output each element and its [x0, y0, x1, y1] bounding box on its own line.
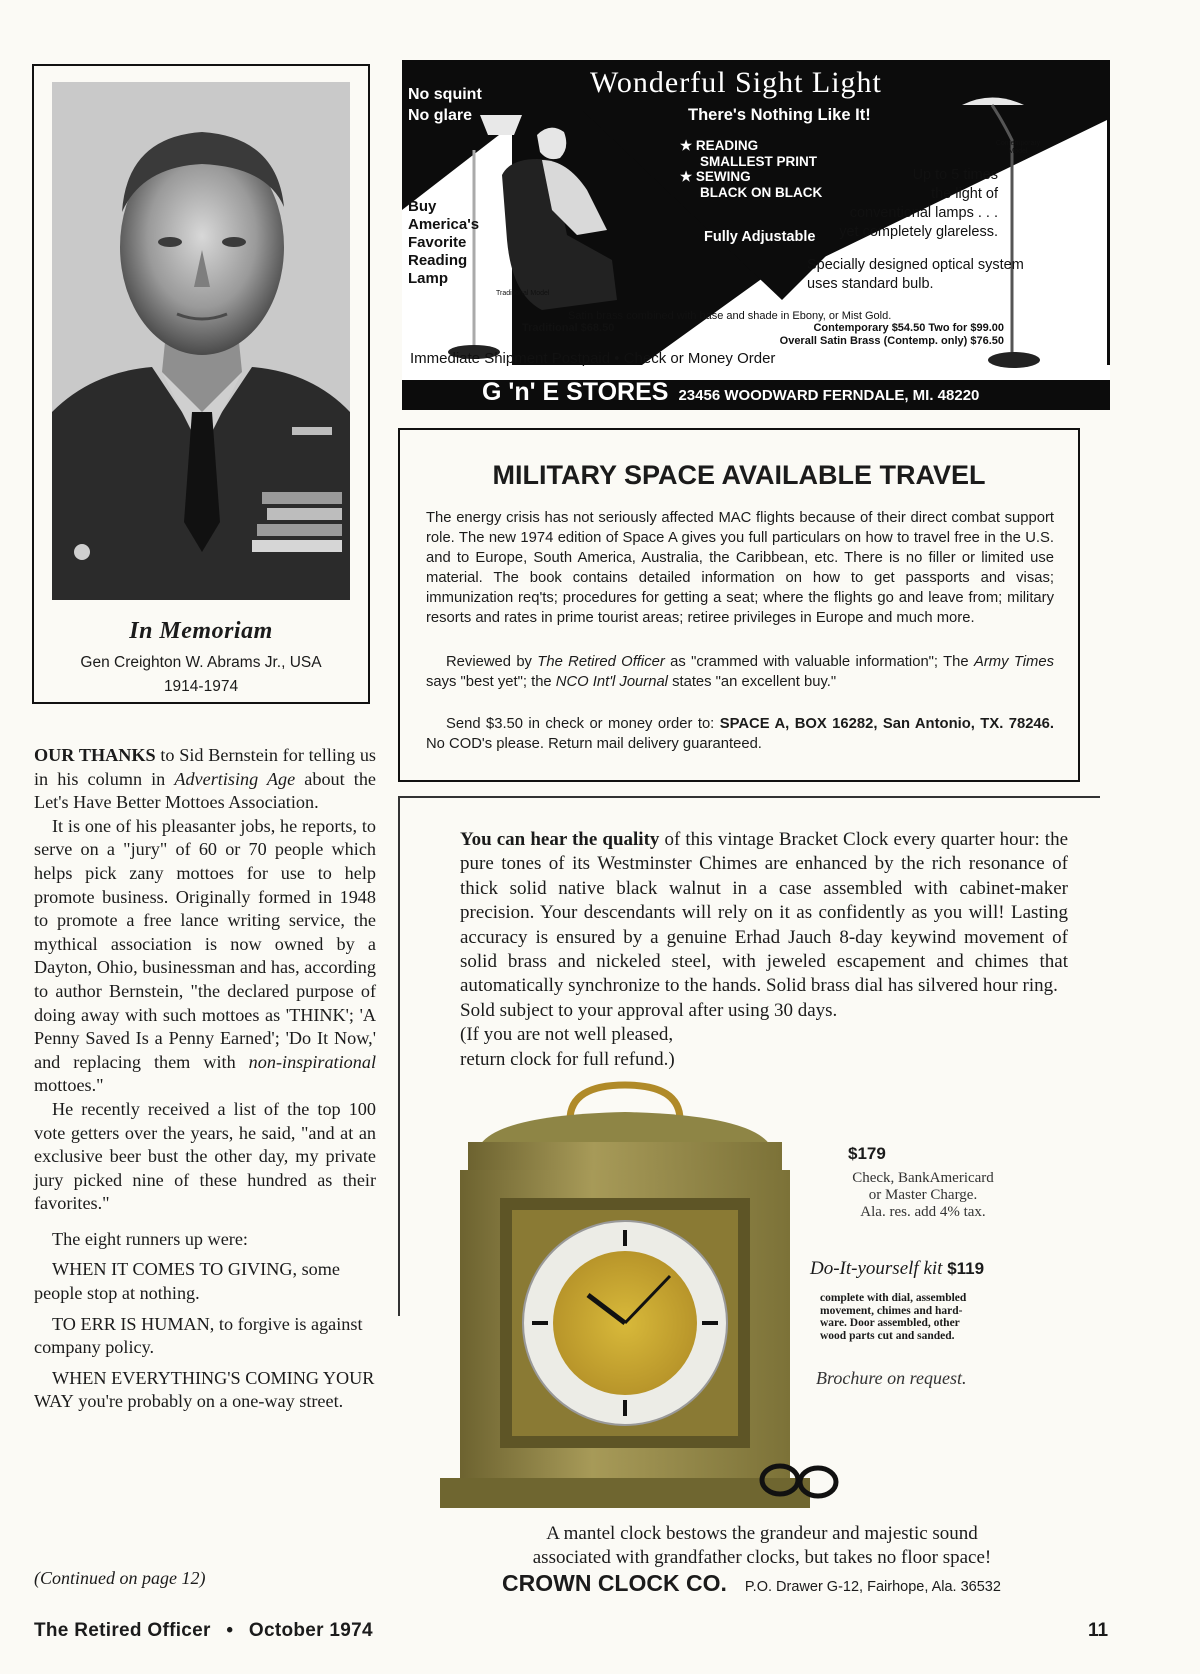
contemporary-model-label: Contemporary Model — [995, 140, 1041, 155]
ad-text: says "best yet"; the — [426, 674, 556, 690]
optical-line: uses standard bulb. — [807, 276, 934, 292]
clock-payment — [800, 1170, 1046, 1221]
ad-text: as "crammed with valuable information"; The — [664, 654, 974, 670]
lamp-bullets — [680, 138, 822, 200]
motto-caps: WHEN IT COMES TO GIVING, — [52, 1259, 298, 1280]
bracket-clock-illustration — [440, 1080, 840, 1520]
up-line: Up to 5 times — [912, 167, 998, 183]
traditional-model-label: Traditional Model — [496, 290, 550, 297]
motto-text: you're probably on a one-way street. — [73, 1391, 344, 1412]
clock-approval: Sold subject to your approval after using 30 days. — [460, 999, 838, 1021]
star-icon: ★ — [680, 138, 696, 153]
military-ad-title: MILITARY SPACE AVAILABLE TRAVEL — [492, 460, 986, 490]
lamp-ad — [402, 60, 1110, 410]
motto-text: to forgive is against company policy. — [34, 1313, 363, 1358]
portrait-photo — [52, 82, 350, 600]
memorial-title: In Memoriam — [129, 618, 273, 644]
contemporary-price: Contemporary $54.50 Two for $99.00 — [813, 322, 1004, 334]
company-address: P.O. Drawer G-12, Fairhope, Ala. 36532 — [744, 1579, 1001, 1595]
ad-text: Reviewed by — [446, 654, 538, 670]
clock-ad-rule-left — [398, 796, 400, 1316]
ad-italic: NCO Int'l Journal — [555, 674, 668, 690]
page-number: 11 — [1088, 1620, 1109, 1641]
payment-line: Ala. res. add 4% tax. — [860, 1204, 986, 1220]
footer-bullet: • — [226, 1620, 234, 1641]
bullet-text: READING — [695, 138, 759, 153]
portrait-illustration — [52, 82, 350, 600]
lamp-tag-no-squint: No squint — [408, 86, 482, 103]
bullet-text: SEWING — [695, 169, 751, 184]
optical-line: Specially designed optical system — [807, 257, 1024, 273]
ad-text: states "an excellent buy." — [667, 674, 837, 690]
memorial-name: Gen Creighton W. Abrams Jr., USA — [80, 654, 322, 671]
lamp-up-to-text — [818, 166, 998, 242]
star-icon: ★ — [680, 169, 696, 184]
bullet-text: BLACK ON BLACK — [700, 184, 823, 200]
kit-label: Do-It-yourself kit — [810, 1258, 943, 1279]
article-text: to Sid Bernstein for telling us in his column in — [34, 745, 376, 789]
motto-text: some people stop at nothing. — [34, 1259, 340, 1304]
store-line — [482, 378, 979, 407]
up-line: yet completely glareless. — [839, 224, 998, 240]
memorial-years: 1914-1974 — [163, 678, 239, 695]
company-name: CROWN CLOCK CO. — [502, 1570, 727, 1596]
article-column — [34, 744, 376, 1414]
lamp-ad-title: Wonderful Sight Light — [590, 66, 882, 99]
kit-detail-line: complete with dial, assembled — [820, 1292, 967, 1304]
clock-refund-1: (If you are not well pleased, — [460, 1024, 674, 1046]
article-italic: Advertising Age — [174, 768, 296, 789]
article-text: mottoes." — [34, 1075, 104, 1096]
clock-refund-2: return clock for full refund.) — [460, 1048, 675, 1070]
motto-1 — [34, 1258, 376, 1305]
payment-line: Check, BankAmericard — [852, 1170, 994, 1186]
kit-detail-line: wood parts cut and sanded. — [820, 1329, 955, 1342]
memorial-box — [32, 64, 370, 704]
buy-line: Reading — [408, 252, 468, 269]
article-paragraph-4: The eight runners up were: — [52, 1228, 248, 1249]
clock-tagline — [456, 1522, 1068, 1570]
traditional-price: Traditional $68.50 — [522, 322, 615, 334]
lamp-buy-text — [408, 198, 479, 288]
continued-note: (Continued on page 12) — [34, 1568, 206, 1588]
up-line: the light of — [931, 186, 998, 202]
kit-detail-line: movement, chimes and hard- — [820, 1304, 963, 1317]
kit-details — [820, 1292, 966, 1342]
publication-name: The Retired Officer — [34, 1620, 211, 1641]
tagline-line: associated with grandfather clocks, but takes no floor space! — [532, 1547, 992, 1568]
motto-3 — [34, 1367, 376, 1414]
motto-2 — [34, 1313, 376, 1360]
clock-ad-lead: You can hear the quality — [460, 829, 660, 850]
military-ad-paragraph-1: The energy crisis has not seriously affected MAC flights because of their direct combat support role. The new 1974 edition of Space A gives you full particulars on how to travel free in the U.S. and to Europe, South America, Australia, the Caribbean, etc. There is no filler or limited use material. The book contains detailed information on how to get passports and visas; immunization req'ts; procedures for getting a seat; where the flights go and leave from; military resorts and rates in prime tourist areas; retiree privileges in Europe and much more. — [426, 510, 1054, 626]
article-lead: OUR THANKS — [34, 745, 156, 765]
ad-text: No COD's please. Return mail delivery guaranteed. — [426, 736, 762, 752]
article-text: It is one of his pleasanter jobs, he reports, to serve on a "jury" of 60 or 70 people which helps pick zany mottoes for use to help promote business. Originally formed in 1948 to promote a free lance writing service, the mythical association is now owned by a Dayton, Ohio, businessman and has, according to author Bernstein, "the declared purpose of doing away with such mottoes as 'THINK'; 'A Penny Saved Is a Penny Earned'; 'Do It Now,' and replacing them with — [34, 815, 376, 1072]
ad-italic: Army Times — [973, 654, 1054, 670]
military-travel-ad — [398, 428, 1080, 782]
store-address: 23456 WOODWARD FERNDALE, MI. 48220 — [678, 387, 980, 404]
store-name: G 'n' E STORES — [482, 378, 669, 406]
ad-italic: The Retired Officer — [537, 654, 665, 670]
article-text: about the Let's Have Better Mottoes Association. — [34, 768, 376, 813]
buy-line: Favorite — [408, 234, 467, 251]
brochure-note: Brochure on request. — [816, 1368, 967, 1388]
lamp-ad-subtitle: There's Nothing Like It! — [688, 106, 871, 124]
lamp-shipment: Immediate Shipment Postpaid • Check or Money Order — [410, 350, 776, 367]
article-paragraph-3: He recently received a list of the top 100 vote getters over the years, he said, "and at an exclusive beer bust the other day, my private jury picked nine of these hundred as their favorites." — [34, 1098, 376, 1214]
motto-caps: TO ERR IS HUMAN, — [52, 1313, 215, 1334]
page-footer — [34, 1620, 373, 1642]
up-line: conventional lamps . . . — [849, 205, 998, 221]
military-ad-paragraph-3 — [426, 714, 1054, 754]
clock-ad-paragraph — [460, 828, 1068, 999]
buy-line: Buy — [408, 198, 437, 215]
payment-line: or Master Charge. — [868, 1187, 978, 1203]
contemporary-prices — [762, 322, 1004, 348]
article-paragraph-1 — [34, 744, 376, 815]
ad-address: SPACE A, BOX 16282, San Antonio, TX. 78246. — [719, 716, 1054, 732]
lamp-optical-text — [807, 256, 1024, 294]
motto-caps: WHEN EVERYTHING'S COMING YOUR WAY — [34, 1367, 375, 1412]
clock-ad-text: of this vintage Bracket Clock every quarter hour: the pure tones of its Westminster Chimes are enhanced by the rich resonance of thick solid native black walnut in a case assembled with cabinet-maker precision. Your descendants will rely on it as confidently as you will! Lasting accuracy is ensured by a genuine Erhad Jauch 8-day keywind movement of solid brass and nickeled steel, with jeweled escapement and chimes that automatically synchronize to the hands. Solid brass dial has silvered hour ring. — [460, 829, 1068, 997]
military-ad-paragraph-2 — [426, 652, 1054, 692]
clock-price: $179 — [848, 1144, 886, 1163]
article-italic: non-inspirational — [248, 1051, 376, 1072]
bullet-text: SMALLEST PRINT — [700, 153, 817, 169]
lamp-tag-no-glare: No glare — [408, 107, 473, 124]
article-paragraph-2 — [34, 815, 376, 1098]
buy-line: Lamp — [408, 270, 449, 287]
kit-detail-line: ware. Door assembled, other — [820, 1317, 960, 1329]
clock-company — [502, 1570, 1001, 1597]
tagline-line: A mantel clock bestows the grandeur and majestic sound — [546, 1523, 978, 1544]
lamp-adjustable: Fully Adjustable — [704, 229, 816, 245]
kit-line — [810, 1258, 984, 1280]
kit-price: $119 — [947, 1259, 985, 1278]
ad-text: Send $3.50 in check or money order to: — [446, 716, 720, 732]
clock-ad-body — [460, 828, 1068, 1072]
overall-price: Overall Satin Brass (Contemp. only) $76.50 — [779, 335, 1004, 347]
lamp-satin-text: Satin brass combined with base and shade in Ebony, or Mist Gold. — [568, 310, 892, 322]
buy-line: America's — [408, 216, 480, 233]
publication-date: October 1974 — [248, 1620, 373, 1641]
clock-ad-rule-top — [398, 796, 1100, 798]
